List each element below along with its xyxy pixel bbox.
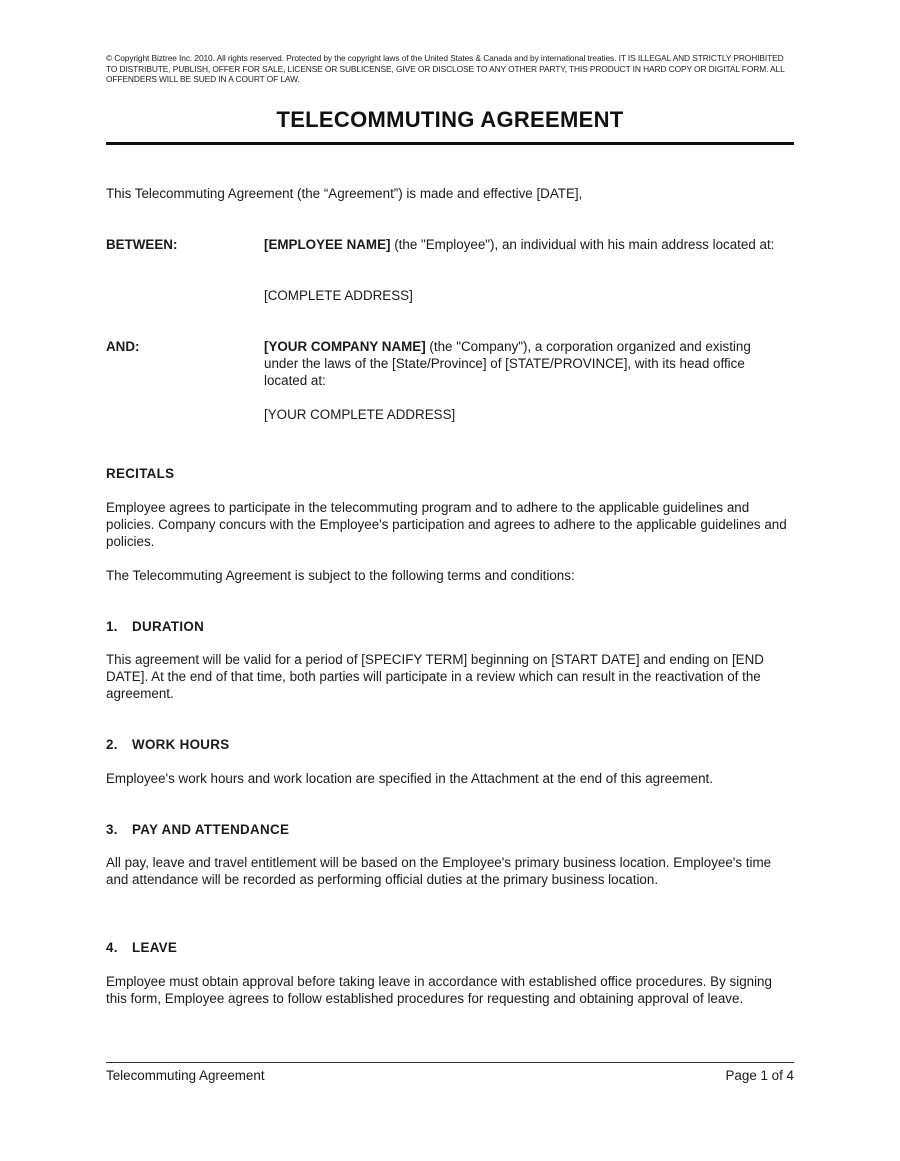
company-description: (the "Company"), a corporation organized and existing under the laws of the [State/Province] of [STATE/PROVINCE], with its head office located at: [264,339,751,388]
title-divider [106,142,794,145]
footer-document-name: Telecommuting Agreement [106,1068,265,1083]
and-label: AND: [106,339,140,354]
between-label: BETWEEN: [106,237,178,252]
section-heading [106,736,229,753]
company-party-block [264,338,784,389]
section-heading [106,618,204,635]
employee-description: (the "Employee"), an individual with his main address located at: [390,237,775,252]
recitals-heading: RECITALS [106,466,175,481]
copyright-notice: © Copyright Biztree Inc. 2010. All rights reserved. Protected by the copyright laws of the United States & Canada and by international treaties. IT IS ILLEGAL AND STRICTLY PROHIBITED TO DISTRIBUTE, PUBLISH, OFFER FOR SALE, LICENSE OR SUBLICENSE, GIVE OR DISCLOSE TO ANY OTHER PARTY, THIS PRODUCT IN HARD COPY OR DIGITAL FORM. ALL OFFENDERS WILL BE SUED IN A COURT OF LAW. [106,53,785,84]
recitals-paragraph-1: Employee agrees to participate in the telecommuting program and to adhere to the applicable guidelines and policies. Company concurs with the Employee's participation and agrees to adhere to the applicable guidelines and policies. [106,500,787,549]
recitals-paragraph-2: The Telecommuting Agreement is subject to the following terms and conditions: [106,568,575,583]
section-heading [106,821,289,838]
section-heading [106,939,177,956]
employee-name-placeholder: [EMPLOYEE NAME] [264,237,391,252]
footer-divider [106,1062,794,1063]
section-title: LEAVE [132,940,178,955]
footer-page-number: Page 1 of 4 [725,1068,794,1083]
section-number: 2. [106,737,118,752]
employee-party-block [264,236,784,253]
section-text: This agreement will be valid for a period of [SPECIFY TERM] beginning on [START DATE] and ending on [END DATE]. At the end of that time, both parties will participate in a review which can result in the reactivation of the agreement. [106,652,764,701]
section-number: 4. [106,940,118,955]
section-title: WORK HOURS [132,737,230,752]
section-title: PAY AND ATTENDANCE [132,822,290,837]
section-text: Employee's work hours and work location are specified in the Attachment at the end of this agreement. [106,771,713,786]
section-title: DURATION [132,619,205,634]
company-name-placeholder: [YOUR COMPANY NAME] [264,339,426,354]
section-text: All pay, leave and travel entitlement will be based on the Employee's primary business location. Employee's time and attendance will be recorded as performing official duties at the primary business location. [106,855,772,887]
intro-paragraph: This Telecommuting Agreement (the “Agreement”) is made and effective [DATE], [106,186,583,201]
section-number: 1. [106,619,118,634]
document-title: TELECOMMUTING AGREEMENT [276,107,624,132]
employee-address: [COMPLETE ADDRESS] [264,288,413,303]
company-address: [YOUR COMPLETE ADDRESS] [264,407,456,422]
section-text: Employee must obtain approval before taking leave in accordance with established office procedures. By signing this form, Employee agrees to follow established procedures for requesting and obtaining approval of leave. [106,974,772,1006]
section-number: 3. [106,822,118,837]
document-page [106,0,794,1161]
